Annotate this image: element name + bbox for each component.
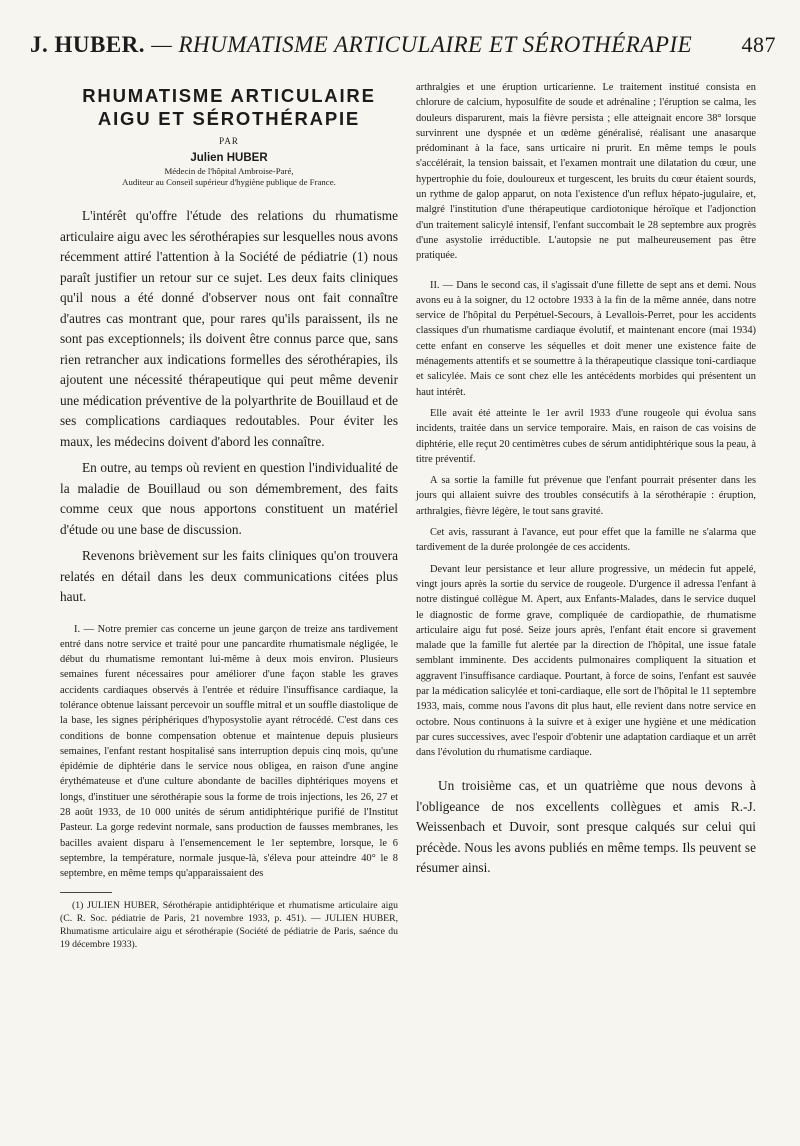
article-title bbox=[60, 84, 398, 130]
article-title-line-2: AIGU ET SÉROTHÉRAPIE bbox=[97, 108, 361, 129]
case-2-text bbox=[416, 278, 756, 761]
footnote-divider bbox=[60, 892, 112, 893]
article-title-line-1: RHUMATISME ARTICULAIRE bbox=[82, 85, 376, 106]
case-2-paragraph-3: A sa sortie la famille fut prévenue que l'enfant pourrait présenter dans les jours qui allaient suivre des troubles consécutifs à la sérothérapie : éruption, arthralgies, fièvre légère, le tout sans gravité. bbox=[416, 475, 756, 517]
case-2-paragraph-1: II. — Dans le second cas, il s'agissait d'une fillette de sept ans et demi. Nous avons eu à la soigner, du 12 octobre 1933 à la fin de la même année, dans notre service de l'hôpital du Perpétuel-Secours, à Levallois-Perret, pour les accidents classiques d'un rhumatisme cardiaque évolutif, et maintenant encore (mai 1934) cette enfant en conserve les séquelles et doit mener une existence faite de ménagements attentifs et se soumettre à la thérapeutique classique toni-cardiaque et salicylée. Mais ce sont chez elle les antécédents morbides qui présentent un haut intérêt. bbox=[416, 279, 756, 398]
running-head-title bbox=[30, 32, 692, 58]
page-number: 487 bbox=[741, 32, 776, 57]
case-2-paragraph-5: Devant leur persistance et leur allure progressive, un médecin fut appelé, vingt jours après la sortie du service de rougeole. D'urgence il adressa l'enfant à notre distingué collègue M. Apert, aux Enfants-Malades, dans le service duquel le diagnostic de forme grave, compliquée de cardiopathie, de rhumatisme articulaire aigu fut posé. Seize jours après, l'enfant était encore si gravement malade que la famille fut alertée par la direction de l'hôpital, une issue fatale semblant imminente. Des accidents pulmonaires compliquent la situation et aggravent l'insuffisance cardiaque. Pourtant, à force de soins, l'enfant est sauvée par la médication salicylée et toni-cardiaque, elle sort de l'hôpital le 11 septembre 1933, mais, comme nous l'avons dit plus haut, elle revient dans notre service en octobre. Nous continuons à la suivre et à exiger une hygiène et une médication par cures successives, avec l'espoir d'obtenir une adaptation cardiaque et un arrêt dans l'évolution du rhumatisme cardiaque. bbox=[416, 563, 756, 759]
intro-paragraph-3: Revenons brièvement sur les faits cliniques qu'on trouvera relatés en détail dans les deux communications citées plus haut. bbox=[60, 548, 398, 604]
case-2-paragraph-4: Cet avis, rassurant à l'avance, eut pour effet que la famille ne s'alarma que tardivement de la durée prolongée de ces accidents. bbox=[416, 527, 756, 554]
intro-paragraph-1: L'intérêt qu'offre l'étude des relations du rhumatisme articulaire aigu avec les sérothérapies sur lesquelles nous avons récemment attiré l'attention à la Société de pédiatrie (1) nous paraît justifier un retour sur ce sujet. Les deux faits cliniques qu'il nous a été donné d'observer nous ont fait connaître d'autres cas montrant que, pour rares qu'ils paraissent, ils ne sont pas exceptionnels; ils doivent être connus parce que, sans rien retrancher aux indications formelles des sérothérapies, ils ajoutent une nécessité thérapeutique qui peut même devenir une médication préventive de la polyarthrite de Bouillaud et de ses complications cardiaques redoutables. Pour éviter les maux, les médecins doivent d'abord les connaître. bbox=[60, 208, 398, 449]
intro-paragraph-2: En outre, au temps où revient en question l'individualité de la maladie de Bouillaud ou son démembrement, des faits comme ceux que nous apportons constituent un matériel d'étude ou une base de discussion. bbox=[60, 460, 398, 537]
byline-par: PAR bbox=[219, 136, 239, 146]
intro-text bbox=[60, 206, 398, 608]
closing-text bbox=[416, 776, 756, 879]
case-1-text bbox=[60, 622, 398, 882]
running-head bbox=[30, 32, 776, 58]
author-affiliation bbox=[60, 166, 398, 188]
running-head-article-title: — RHUMATISME ARTICULAIRE ET SÉROTHÉRAPIE bbox=[151, 32, 693, 57]
case-1-continuation bbox=[416, 80, 756, 264]
affiliation-line-1: Médecin de l'hôpital Ambroise-Paré, bbox=[164, 166, 294, 176]
case-1-continued-paragraph: arthralgies et une éruption urticarienne. Le traitement institué consista en chlorure de calcium, hyposulfite de soude et adrénaline ; l'éruption se calma, les douleurs disparurent, mais la fièvre persista ; elle atteignait encore 38° lorsque survinrent une dyspnée et un œdème généralisé, réalisant une anasarque prédominant à la face, sans urticaire ni prurit. En même temps le pouls s'accélérait, la tension baissait, et l'examen montrait une dilatation du cœur, une hypertrophie du foie, douloureux et turgescent, les bruits du cœur étaient sourds, un rythme de galop apparut, on nota l'existence d'un reflux hépato-jugulaire, et, malgré l'institution d'une thérapeutique cardiotonique héroïque et l'adjonction d'un traitement salicylé intensif, l'enfant succombait le 28 septembre aux progrès d'une asystolie irréductible. L'autopsie ne put malheureusement pas être pratiquée. bbox=[416, 82, 756, 262]
footnote bbox=[60, 899, 398, 951]
author-name: Julien HUBER bbox=[190, 152, 268, 164]
footnote-text: (1) JULIEN HUBER, Sérothérapie antidiphtérique et rhumatisme articulaire aigu (C. R. Soc. pédiatrie de Paris, 21 novembre 1933, p. 451). — JULIEN HUBER, Rhumatisme articulaire aigu et sérothérapie (Société de pédiatrie de Paris, saénce du 19 décembre 1933). bbox=[60, 899, 398, 950]
closing-paragraph: Un troisième cas, et un quatrième que nous devons à l'obligeance de nos excellents collègues et amis R.-J. Weissenbach et Duvoir, sont presque calqués sur celui qui précède. Nous les avons publiés en même temps. Ils peuvent se résumer ainsi. bbox=[416, 778, 756, 876]
right-column bbox=[416, 80, 756, 885]
case-2-paragraph-2: Elle avait été atteinte le 1er avril 1933 d'une rougeole qui évolua sans incidents, traitée dans un service temporaire. Mais, en raison de cas voisins de diphtérie, elle reçut 20 centimètres cubes de sérum antidiphtérique sous la peau, à titre préventif. bbox=[416, 407, 756, 465]
left-column bbox=[60, 80, 398, 951]
affiliation-line-2: Auditeur au Conseil supérieur d'hygiène publique de France. bbox=[122, 177, 336, 187]
running-head-author: J. HUBER. bbox=[30, 32, 146, 57]
case-1-paragraph: I. — Notre premier cas concerne un jeune garçon de treize ans tardivement entré dans notre service et traité pour une pancardite rhumatismale négligée, le début du rhumatisme remontant lui-même à deux mois environ. Plusieurs semaines furent nécessaires pour améliorer d'une façon stable les graves accidents cardiaques observés à l'entrée et réduire l'insuffisance cardiaque, la tolérance obtenue laissant percevoir un souffle mitral et un souffle diastolique de la base, les signes périphériques d'hyposystolie ayant rétrocédé. C'est dans ces conditions de bonne compensation obtenue et maintenue depuis plusieurs semaines, l'enfant restant hospitalisé sans interruption depuis cinq mois, qu'une épidémie de diphtérie dans le service nous obligea, en raison d'une angine érythémateuse et d'une culture abondante de bacilles diphtériques moyens et longs, d'instituer une sérothérapie sous la forme de trois injections, les 26, 27 et 28 août 1933, de 10 000 unités de sérum antidiphtérique purifié de l'Institut Pasteur. La gorge redevint normale, sans production de fausses membranes, les bacilles avaient disparu à l'ensemencement le 1er septembre, lorsque, le 6 septembre, la température, normale jusque-là, s'éleva pour atteindre 40° le 8 septembre, en même temps qu'apparaissaient des bbox=[60, 623, 398, 880]
